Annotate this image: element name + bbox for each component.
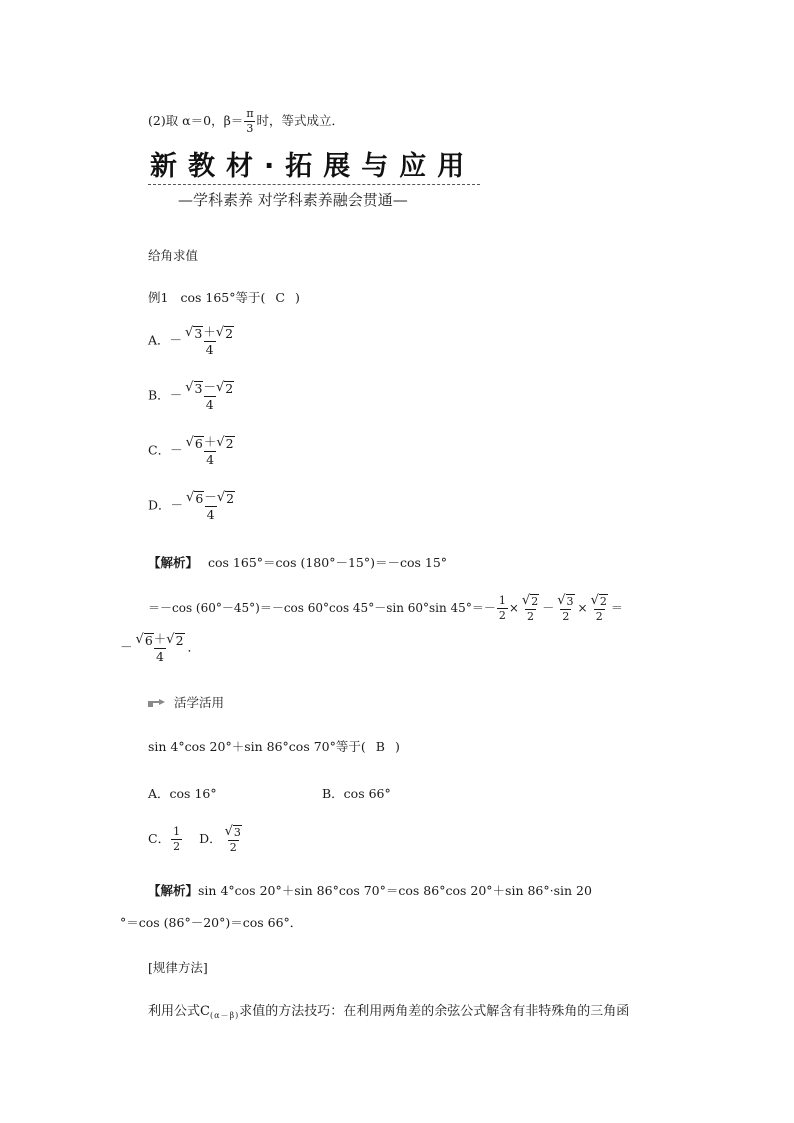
- option-a: A．－ √ 3 ＋ √ 2 4: [148, 325, 237, 357]
- practice-option-a: A．cos 16°: [148, 786, 217, 801]
- example-question: 例1 cos 165°等于( C ): [148, 290, 300, 305]
- intro-suffix: 时，等式成立．: [256, 113, 345, 128]
- pi-over-3-fraction: $\frac{\pi}{3}$: [246, 107, 254, 135]
- analysis-2-label: 【解析】: [148, 883, 199, 898]
- option-c: C．－ √ 6 ＋ √ 2 4: [148, 435, 238, 467]
- option-d-root3-over-2: √ 3 2: [224, 824, 241, 854]
- practice-options-c-d: C． $\frac{1}{2}$ D． √ 3 2: [148, 825, 245, 854]
- option-c-half: $\frac{1}{2}$: [173, 825, 181, 853]
- option-d-fraction: √ 6 － √ 2 4: [186, 489, 235, 522]
- example-question-text: cos 165°等于(: [180, 290, 266, 305]
- intro-line: [148, 108, 344, 135]
- intro-prefix: (2)取 α＝0，β＝: [148, 113, 244, 128]
- example-label: 例1: [148, 290, 169, 305]
- method-text: 利用公式$C_{(\alpha-\beta)}$求值的方法技巧：在利用两角差的余弦公式解含有非特殊角的三角函: [148, 1004, 630, 1020]
- option-c-fraction: √ 6 ＋ √ 2 4: [185, 434, 234, 467]
- practice-option-b: B．cos 66°: [322, 786, 391, 801]
- option-b: B．－ √ 3 － √ 2 4: [148, 380, 237, 412]
- option-a-fraction: √ 3 ＋ √ 2 4: [185, 324, 234, 357]
- analysis-1-result: － √ 6 ＋ √ 2 4 ．: [120, 631, 201, 664]
- analysis-1-line-2: ＝－cos (60°－45°)＝－cos 60°cos 45°－sin 60°sin 45°＝－ $\frac{1}{2}$ × √ 2 2 － √ 3 2 × √ 2 2 ＝: [148, 593, 623, 623]
- analysis-1-label: 【解析】: [148, 555, 199, 570]
- analysis-2-line-2: °＝cos (86°－20°)＝cos 66°．: [120, 915, 303, 930]
- section-title: 新教材·拓展与应用: [150, 151, 476, 182]
- method-heading: [规律方法]: [148, 960, 208, 975]
- option-b-fraction: √ 3 － √ 2 4: [185, 379, 234, 412]
- option-d: D．－ √ 6 － √ 2 4: [148, 490, 238, 522]
- analysis-1-line-1: 【解析】 cos 165°＝cos (180°－15°)＝－cos 15°: [148, 555, 448, 570]
- example-answer: C: [275, 290, 285, 305]
- practice-question: sin 4°cos 20°＋sin 86°cos 70°等于( B ): [148, 739, 400, 754]
- title-divider: [148, 184, 480, 185]
- analysis-2-line-1: 【解析】sin 4°cos 20°＋sin 86°cos 70°＝cos 86°cos 20°＋sin 86°·sin 20: [148, 883, 592, 898]
- section-subtitle: —学科素养 对学科素养融会贯通—: [178, 191, 408, 209]
- pointing-hand-icon: [147, 697, 167, 709]
- practice-label: 活学活用: [174, 695, 225, 710]
- practice-answer: B: [375, 739, 385, 754]
- section-label: 给角求值: [148, 248, 199, 263]
